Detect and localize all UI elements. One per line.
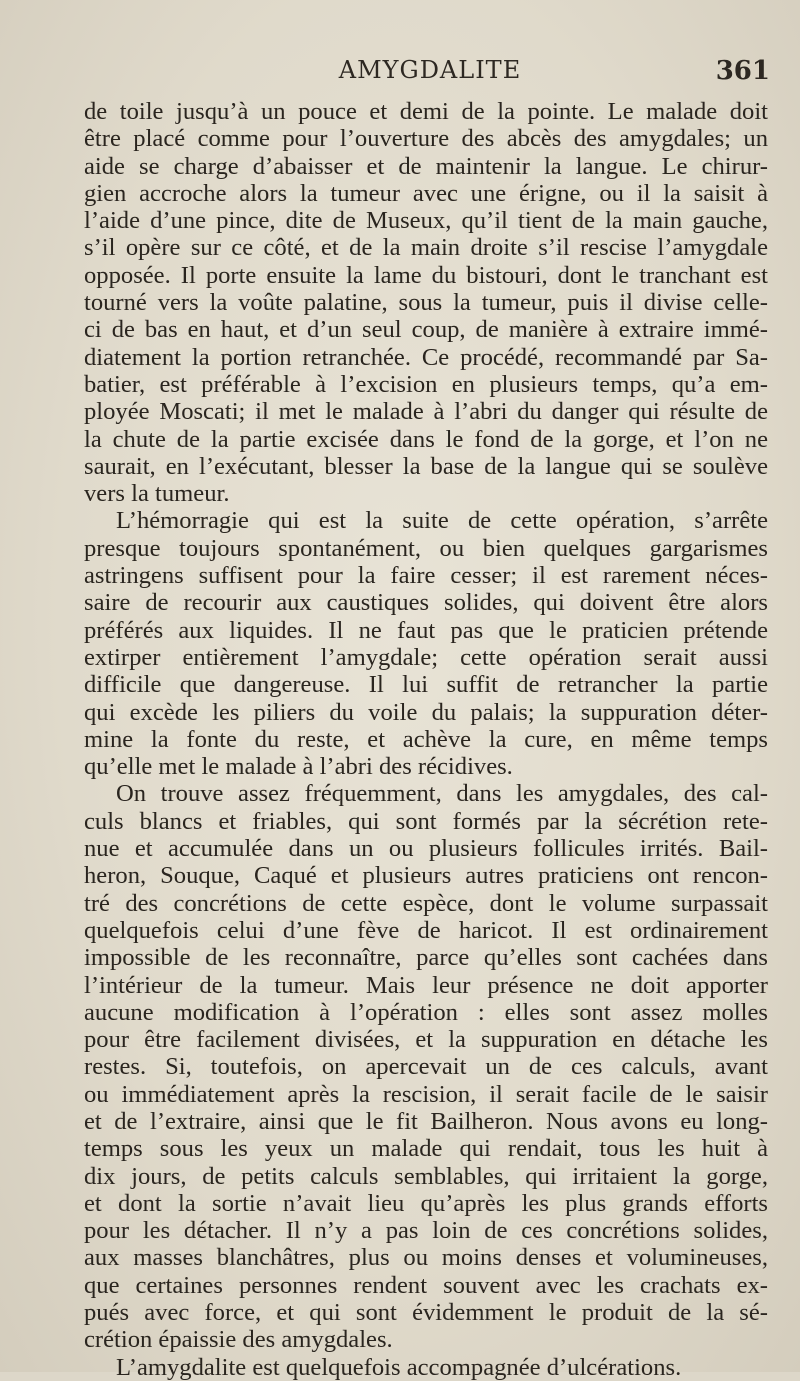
text-line: ployée Moscati; il met le malade à l’abri du danger qui résulte de — [84, 398, 768, 426]
text-line: extirper entièrement l’amygdale; cette opération serait aussi — [84, 643, 768, 671]
text-line: vers la tumeur. — [84, 480, 230, 508]
text-line: l’aide d’une pince, dite de Museux, qu’il tient de la main gauche, — [84, 207, 768, 235]
text-line: ci de bas en haut, et d’un seul coup, de manière à extraire immé- — [84, 316, 768, 344]
paragraph — [84, 780, 768, 1353]
paragraph — [84, 1354, 768, 1381]
text-line: diatement la portion retranchée. Ce procédé, recommandé par Sa- — [84, 343, 768, 371]
text-line: L’amygdalite est quelquefois accompagnée d’ulcérations. — [116, 1353, 682, 1381]
text-line: presque toujours spontanément, ou bien quelques gargarismes — [84, 534, 768, 562]
text-line: préférés aux liquides. Il ne faut pas que le praticien prétende — [84, 616, 768, 644]
paragraph — [84, 98, 768, 507]
page-number: 361 — [715, 56, 770, 86]
text-line: gien accroche alors la tumeur avec une érigne, ou il la saisit à — [84, 179, 768, 207]
text-line: astringens suffisent pour la faire cesser; il est rarement néces- — [84, 562, 768, 590]
text-line: dix jours, de petits calculs semblables, qui irritaient la gorge, — [84, 1162, 768, 1190]
text-line: culs blancs et friables, qui sont formés par la sécrétion rete- — [84, 807, 768, 835]
text-line: qu’elle met le malade à l’abri des récidives. — [84, 753, 513, 781]
text-line: aucune modification à l’opération : elles sont assez molles — [84, 998, 768, 1026]
body-text — [84, 98, 768, 1381]
text-line: quelquefois celui d’une fève de haricot. Il est ordinairement — [84, 916, 768, 944]
text-line: nue et accumulée dans un ou plusieurs follicules irrités. Bail- — [84, 835, 768, 863]
text-line: tré des concrétions de cette espèce, dont le volume surpassait — [84, 889, 768, 917]
text-line: mine la fonte du reste, et achève la cure, en même temps — [84, 725, 768, 753]
text-line: s’il opère sur ce côté, et de la main droite s’il rescise l’amygdale — [84, 234, 768, 262]
text-line: aux masses blanchâtres, plus ou moins denses et volumineuses, — [84, 1244, 768, 1272]
text-line: pour être facilement divisées, et la suppuration en détache les — [84, 1026, 768, 1054]
text-line: la chute de la partie excisée dans le fond de la gorge, et l’on ne — [84, 425, 768, 453]
text-line: L’hémorragie qui est la suite de cette opération, s’arrête — [116, 507, 768, 535]
text-line: tourné vers la voûte palatine, sous la tumeur, puis il divise celle- — [84, 289, 768, 317]
text-line: opposée. Il porte ensuite la lame du bistouri, dont le tranchant est — [84, 261, 768, 289]
text-line: pués avec force, et qui sont évidemment le produit de la sé- — [84, 1299, 768, 1327]
text-line: impossible de les reconnaître, parce qu’elles sont cachées dans — [84, 944, 768, 972]
text-line: de toile jusqu’à un pouce et demi de la pointe. Le malade doit — [84, 98, 768, 125]
text-line: temps sous les yeux un malade qui rendait, tous les huit à — [84, 1135, 768, 1163]
text-line: saire de recourir aux caustiques solides, qui doivent être alors — [84, 589, 768, 617]
text-line: restes. Si, toutefois, on apercevait un de ces calculs, avant — [84, 1053, 768, 1081]
text-line: l’intérieur de la tumeur. Mais leur présence ne doit apporter — [84, 971, 768, 999]
text-line: difficile que dangereuse. Il lui suffit de retrancher la partie — [84, 671, 768, 699]
text-line: être placé comme pour l’ouverture des abcès des amygdales; un — [84, 125, 768, 153]
paragraph — [84, 507, 768, 780]
text-line: qui excède les piliers du voile du palais; la suppuration déter- — [84, 698, 768, 726]
running-title: AMYGDALITE — [338, 56, 522, 84]
text-line: et de l’extraire, ainsi que le fit Bailheron. Nous avons eu long- — [84, 1107, 768, 1135]
text-line: batier, est préférable à l’excision en plusieurs temps, qu’a em- — [84, 370, 768, 398]
text-line: aide se charge d’abaisser et de maintenir la langue. Le chirur- — [84, 152, 768, 180]
text-line: pour les détacher. Il n’y a pas loin de ces concrétions solides, — [84, 1217, 768, 1245]
text-line: On trouve assez fréquemment, dans les amygdales, des cal- — [116, 780, 768, 808]
text-line: heron, Souque, Caqué et plusieurs autres praticiens ont rencon- — [84, 862, 768, 890]
text-line: que certaines personnes rendent souvent avec les crachats ex- — [84, 1271, 768, 1299]
text-line: saurait, en l’exécutant, blesser la base de la langue qui se soulève — [84, 452, 768, 480]
page-header — [80, 56, 780, 96]
text-line: ou immédiatement après la rescision, il serait facile de le saisir — [84, 1080, 768, 1108]
text-line: et dont la sortie n’avait lieu qu’après les plus grands efforts — [84, 1189, 768, 1217]
text-line: crétion épaissie des amygdales. — [84, 1326, 393, 1354]
